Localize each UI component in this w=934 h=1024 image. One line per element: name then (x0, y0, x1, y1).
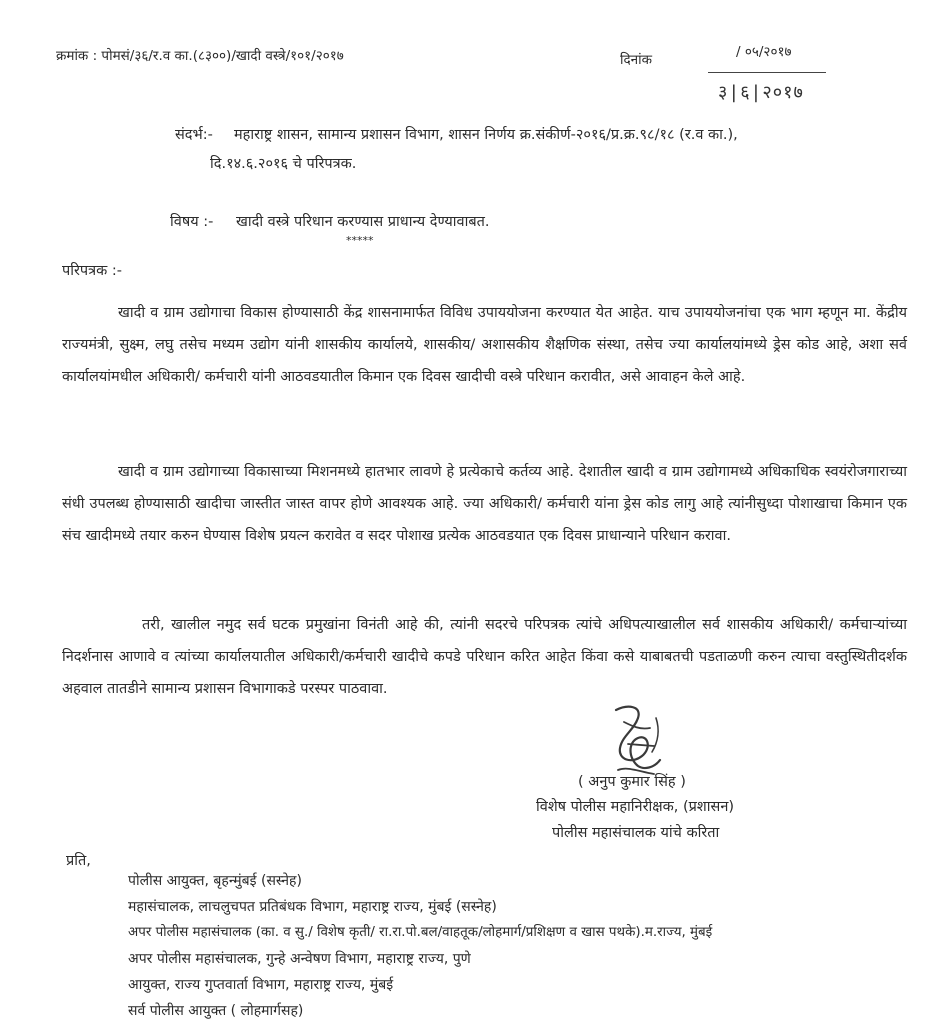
body-paragraph-3: तरी, खालील नमुद सर्व घटक प्रमुखांना विनंती आहे की, त्यांनी सदरचे परिपत्रक त्यांचे अधिपत्याखालील सर्व शासकीय अधिकारी/ कर्मचाऱ्यांच्या निदर्शनास आणावे व त्यांच्या कार्यालयातील अधिकारी/कर्मचारी खादीचे कपडे परिधान करित आहेत किंवा कसे याबाबतची पडताळणी करुन त्याचा वस्तुस्थितीदर्शक अहवाल तातडीने सामान्य प्रशासन विभागाकडे परस्पर पाठवावा. (62, 617, 907, 697)
signatory-name: ( अनुप कुमार सिंह ) (578, 774, 686, 790)
distribution-item: महासंचालक, लाचलुचपत प्रतिबंधक विभाग, महाराष्ट्र राज्य, मुंबई (सस्नेह) (128, 899, 497, 915)
subject-text: खादी वस्त्रे परिधान करण्यास प्राधान्य देण्यावाबत. (236, 214, 490, 230)
reference-label: संदर्भ:- (175, 127, 213, 143)
signature-image (598, 700, 678, 778)
distribution-list (128, 868, 918, 1024)
date-printed: / ०५/२०१७ (736, 44, 792, 60)
subject-label: विषय :- (170, 214, 214, 230)
body-paragraph-2: खादी व ग्राम उद्योगाच्या विकासाच्या मिशनमध्ये हातभार लावणे हे प्रत्येकाचे कर्तव्य आहे. देशातील खादी व ग्राम उद्योगामध्ये अधिकाधिक स्वयंरोजगाराच्या संधी उपलब्ध होण्यासाठी खादीचा जास्तीत जास्त वापर होणे आवश्यक आहे. ज्या अधिकारी/ कर्मचारी यांना ड्रेस कोड लागु आहे त्यांनीसुध्दा पोशाखाचा किमान एक संच खादीमध्ये तयार करुन घेण्यास विशेष प्रयत्न करावेत व सदर पोशाख प्रत्येक आठवडयात एक दिवस प्राधान्याने परिधान करावा. (62, 464, 907, 544)
subject-separator: ***** (346, 234, 374, 247)
reference-line-1: महाराष्ट्र शासन, सामान्य प्रशासन विभाग, शासन निर्णय क्र.संकीर्ण-२०१६/प्र.क्र.९८/१८ (र.व का.), (234, 127, 738, 143)
distribution-item: पोलीस आयुक्त, बृहन्मुंबई (सस्नेह) (128, 873, 302, 889)
reference-number: क्रमांक : पोमसं/३६/र.व का.(८३००)/खादी वस्त्रे/१०१/२०१७ (56, 48, 344, 64)
body-paragraph-1: खादी व ग्राम उद्योगाचा विकास होण्यासाठी केंद्र शासनामार्फत विविध उपाययोजना करण्यात येत आहेत. याच उपाययोजनांचा एक भाग म्हणून मा. केंद्रीय राज्यमंत्री, सुक्ष्म, लघु तसेच मध्यम उद्योग यांनी शासकीय कार्यालये, शासकीय/ अशासकीय शैक्षणिक संस्था, तसेच ज्या कार्यालयांमध्ये ड्रेस कोड आहे, अशा सर्व कार्यालयांमधील अधिकारी/ कर्मचारी यांनी आठवडयातील किमान एक दिवस खादीची वस्त्रे परिधान करावीत, असे आवाहन केले आहे. (62, 305, 907, 385)
distribution-item: अपर पोलीस महासंचालक (का. व सु./ विशेष कृती/ रा.रा.पो.बल/वाहतूक/लोहमार्ग/प्रशिक्षण व खास पथके).म.राज्य, मुंबई (128, 925, 713, 940)
signatory-on-behalf: पोलीस महासंचालक यांचे करिता (552, 825, 720, 841)
date-label: दिनांक (620, 52, 653, 68)
distribution-item: सर्व पोलीस आयुक्त ( लोहमार्गसह) (128, 1003, 304, 1019)
distribution-label: प्रति, (66, 853, 91, 869)
reference-line-2: दि.१४.६.२०१६ चे परिपत्रक. (210, 156, 357, 172)
date-handwritten: ३|६|२०१७ (718, 82, 804, 103)
circular-label: परिपत्रक :- (62, 263, 123, 279)
distribution-item: आयुक्त, राज्य गुप्तवार्ता विभाग, महाराष्ट्र राज्य, मुंबई (128, 977, 394, 993)
date-underline (708, 72, 826, 73)
distribution-item: अपर पोलीस महासंचालक, गुन्हे अन्वेषण विभाग, महाराष्ट्र राज्य, पुणे (128, 951, 471, 967)
signatory-designation: विशेष पोलीस महानिरीक्षक, (प्रशासन) (536, 799, 735, 815)
